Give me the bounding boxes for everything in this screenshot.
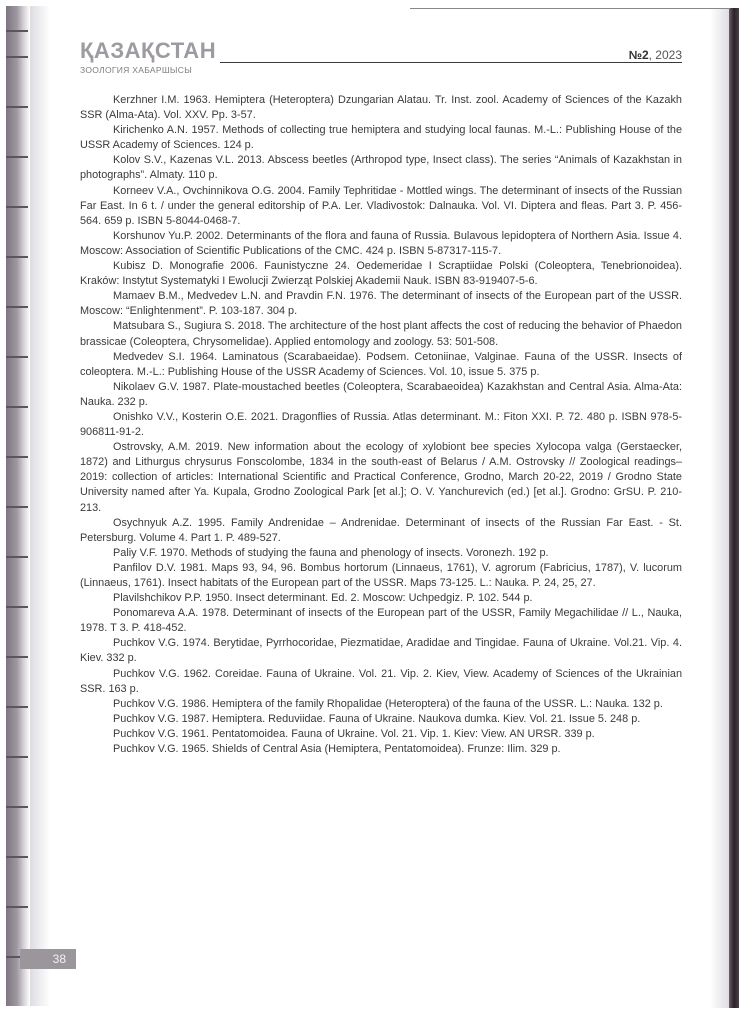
- reference-item: Kerzhner I.M. 1963. Hemiptera (Heteroptera) Dzungarian Alatau. Tr. Inst. zool. Academy of Sciences of the Kazakh SSR (Alma-Ata). Vol. XXV. Pp. 3-57.: [80, 94, 682, 122]
- page-number: 38: [52, 952, 66, 966]
- reference-item: Plavilshchikov P.P. 1950. Insect determinant. Ed. 2. Moscow: Uchpedgiz. P. 102. 544 p.: [113, 592, 533, 605]
- reference-item: Matsubara S., Sugiura S. 2018. The architecture of the host plant affects the cost of reducing the behavior of Phaedon brassicae (Coleoptera, Chrysomelidae). Applied entomology and zoology. 53: 501-508.: [80, 320, 682, 348]
- reference-item: Nikolaev G.V. 1987. Plate-moustached beetles (Coleoptera, Scarabaeoidea) Kazakhstan and Central Asia. Alma-Ata: Nauka. 232 p.: [80, 380, 682, 408]
- reference-item: Puchkov V.G. 1961. Pentatomoidea. Fauna of Ukraine. Vol. 21. Vip. 1. Kiev: View. AN URSR. 339 p.: [113, 727, 595, 740]
- reference-item: Korshunov Yu.P. 2002. Determinants of the flora and fauna of Russia. Bulavous lepidoptera of Northern Asia. Issue 4. Moscow: Association of Scientific Publications of the CMC. 424 p. ISBN 5-87317-115-7.: [80, 229, 682, 257]
- page-number-tab: [20, 949, 76, 969]
- reference-item: Puchkov V.G. 1962. Coreidae. Fauna of Ukraine. Vol. 21. Vip. 2. Kiev, View. Academy of Sciences of the Ukrainian SSR. 163 p.: [80, 667, 682, 695]
- reference-item: Osychnyuk A.Z. 1995. Family Andrenidae – Andrenidae. Determinant of insects of the Russian Far East. - St. Petersburg. Volume 4. Part 1. P. 489-527.: [80, 516, 682, 544]
- reference-item: Kolov S.V., Kazenas V.L. 2013. Abscess beetles (Arthropod type, Insect class). The series “Animals of Kazakhstan in photographs”. Almaty. 110 p.: [80, 154, 682, 182]
- reference-item: Paliy V.F. 1970. Methods of studying the fauna and phenology of insects. Voronezh. 192 p.: [113, 546, 549, 559]
- reference-item: Mamaev B.M., Medvedev L.N. and Pravdin F.N. 1976. The determinant of insects of the European part of the USSR. Moscow: “Enlightenment”. P. 103-187. 304 p.: [80, 290, 682, 318]
- issue-year: , 2023: [648, 48, 682, 62]
- reference-item: Kubisz D. Monografie 2006. Faunistyczne 24. Oedemeridae I Scraptiidae Polski (Coleoptera, Tenebrionoidea). Kraków: Instytut Systematyki I Ewolucji Zwierząt Polskiej Akademii Nauk. ISBN 83-919407-5-6.: [80, 260, 682, 288]
- reference-item: Puchkov V.G. 1974. Berytidae, Pyrrhocoridae, Piezmatidae, Aradidae and Tingidae. Fauna of Ukraine. Vol.21. Vip. 4. Kiev. 332 p.: [80, 637, 682, 665]
- issue-number: [629, 48, 682, 62]
- journal-subtitle: ЗООЛОГИЯ ХАБАРШЫСЫ: [80, 65, 193, 75]
- page-top-edge: [410, 8, 730, 9]
- reference-item: Medvedev S.I. 1964. Laminatous (Scarabaeidae). Podsem. Cetoniinae, Valginae. Fauna of the USSR. Insects of coleoptera. M.-L.: Publishing House of the USSR Academy of Sciences. Vol. 10, issue 5. 375 p.: [80, 350, 682, 378]
- reference-item: Ostrovsky, A.M. 2019. New information about the ecology of xylobiont bee species Xylocopa valga (Gerstaecker, 1872) and Lithurgus chrysurus Fonscolombe, 1834 in the south-east of Belarus / A.M. Ostrovsky // Zoological readings–2019: collection of articles: International Scientific and Practical Conference, Grodno, March 20-22, 2019 / Grodno State University named after Ya. Kupala, Grodno Zoological Park [et al.]; O. V. Yanchurevich (ed.) [et al.]. Grodno: GrSU. P. 210-213.: [80, 441, 682, 514]
- header-rule: [220, 62, 682, 63]
- reference-item: Panfilov D.V. 1981. Maps 93, 94, 96. Bombus hortorum (Linnaeus, 1761), V. agrorum (Fabricius, 1787), V. lucorum (Linnaeus, 1761). Insect habitats of the European part of the USSR. Maps 73-125. L.: Nauka. P. 24, 25, 27.: [80, 561, 682, 589]
- reference-item: Puchkov V.G. 1987. Hemiptera. Reduviidae. Fauna of Ukraine. Naukova dumka. Kiev. Vol. 21. Issue 5. 248 p.: [113, 712, 641, 725]
- page-stack-right-edge: [729, 8, 739, 1008]
- page-edge-shadow: [710, 8, 729, 1008]
- journal-header: [80, 38, 682, 78]
- reference-item: Onishko V.V., Kosterin O.E. 2021. Dragonflies of Russia. Atlas determinant. M.: Fiton XXI. P. 72. 480 p. ISBN 978-5-906811-91-2.: [80, 410, 682, 439]
- issue-prefix: №2: [628, 48, 649, 62]
- binding-shadow: [30, 6, 50, 1006]
- reference-item: Puchkov V.G. 1965. Shields of Central Asia (Hemiptera, Pentatomoidea). Frunze: Ilim. 329 p.: [113, 743, 561, 756]
- reference-item: Ponomareva A.A. 1978. Determinant of insects of the European part of the USSR, Family Megachilidae // L., Nauka, 1978. T 3. P. 418-452.: [80, 607, 682, 635]
- reference-item: Kirichenko A.N. 1957. Methods of collecting true hemiptera and studying local faunas. M.-L.: Publishing House of the USSR Academy of Sciences. 124 p.: [80, 124, 682, 152]
- journal-title: ҚАЗАҚСТАН: [80, 38, 217, 63]
- reference-item: Puchkov V.G. 1986. Hemiptera of the family Rhopalidae (Heteroptera) of the fauna of the USSR. L.: Nauka. 132 p.: [113, 697, 663, 710]
- reference-item: Korneev V.A., Ovchinnikova O.G. 2004. Family Tephritidae - Mottled wings. The determinant of insects of the Russian Far East. In 6 t. / under the general editorship of P.A. Ler. Vladivostok: Dalnauka. Vol. VI. Diptera and fleas. Part 3. P. 456-564. 659 p. ISBN 5-8044-0468-7.: [80, 184, 682, 227]
- reference-list: [80, 93, 682, 757]
- page-stack-left-edge: [6, 6, 30, 1006]
